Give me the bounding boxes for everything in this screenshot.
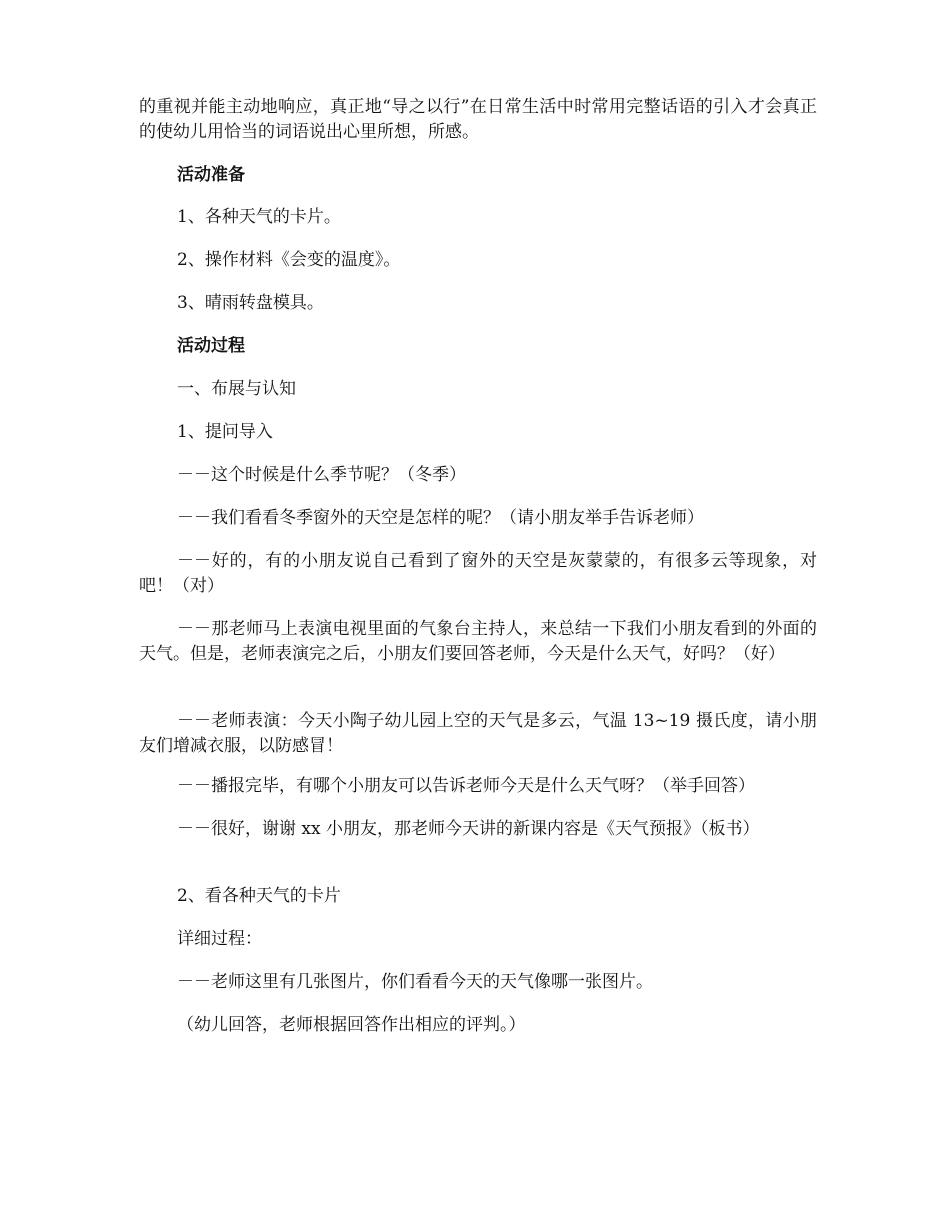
dialogue-line: －－老师表演：今天小陶子幼儿园上空的天气是多云，气温 13~19 摄氏度，请小朋友们增减衣服，以防感冒！ bbox=[139, 711, 817, 756]
subsection-title-1: 1、提问导入 bbox=[177, 422, 273, 442]
dialogue-line: －－老师这里有几张图片，你们看看今天的天气像哪一张图片。 bbox=[177, 972, 653, 992]
dialogue-line: －－好的，有的小朋友说自己看到了窗外的天空是灰蒙蒙的，有很多云等现象，对吧！（对） bbox=[139, 551, 817, 596]
dialogue-line: －－很好，谢谢 xx 小朋友，那老师今天讲的新课内容是《天气预报》（板书） bbox=[177, 819, 760, 839]
note-line: （幼儿回答，老师根据回答作出相应的评判。） bbox=[177, 1015, 526, 1035]
list-item-prep-3: 3、晴雨转盘模具。 bbox=[177, 293, 324, 313]
dialogue-line: －－我们看看冬季窗外的天空是怎样的呢？（请小朋友举手告诉老师） bbox=[177, 508, 704, 528]
subsection-title-2: 2、看各种天气的卡片 bbox=[177, 886, 341, 906]
paragraph-intro-continuation: 的重视并能主动地响应，真正地“导之以行”在日常生活中时常用完整话语的引入才会真正的使幼儿用恰当的词语说出心里所想，所感。 bbox=[139, 97, 817, 142]
dialogue-line: －－这个时候是什么季节呢？（冬季） bbox=[177, 465, 466, 485]
list-item-prep-2: 2、操作材料《会变的温度》。 bbox=[177, 250, 401, 270]
heading-activity-process: 活动过程 bbox=[177, 336, 245, 356]
dialogue-line: －－那老师马上表演电视里面的气象台主持人，来总结一下我们小朋友看到的外面的天气。但是，老师表演完之后，小朋友们要回答老师，今天是什么天气，好吗？（好） bbox=[139, 619, 817, 664]
detail-label: 详细过程： bbox=[177, 929, 262, 949]
dialogue-line: －－播报完毕，有哪个小朋友可以告诉老师今天是什么天气呀？（举手回答） bbox=[177, 776, 755, 796]
heading-activity-preparation: 活动准备 bbox=[177, 165, 245, 185]
list-item-prep-1: 1、各种天气的卡片。 bbox=[177, 207, 341, 227]
section-title-1: 一、布展与认知 bbox=[177, 379, 296, 399]
